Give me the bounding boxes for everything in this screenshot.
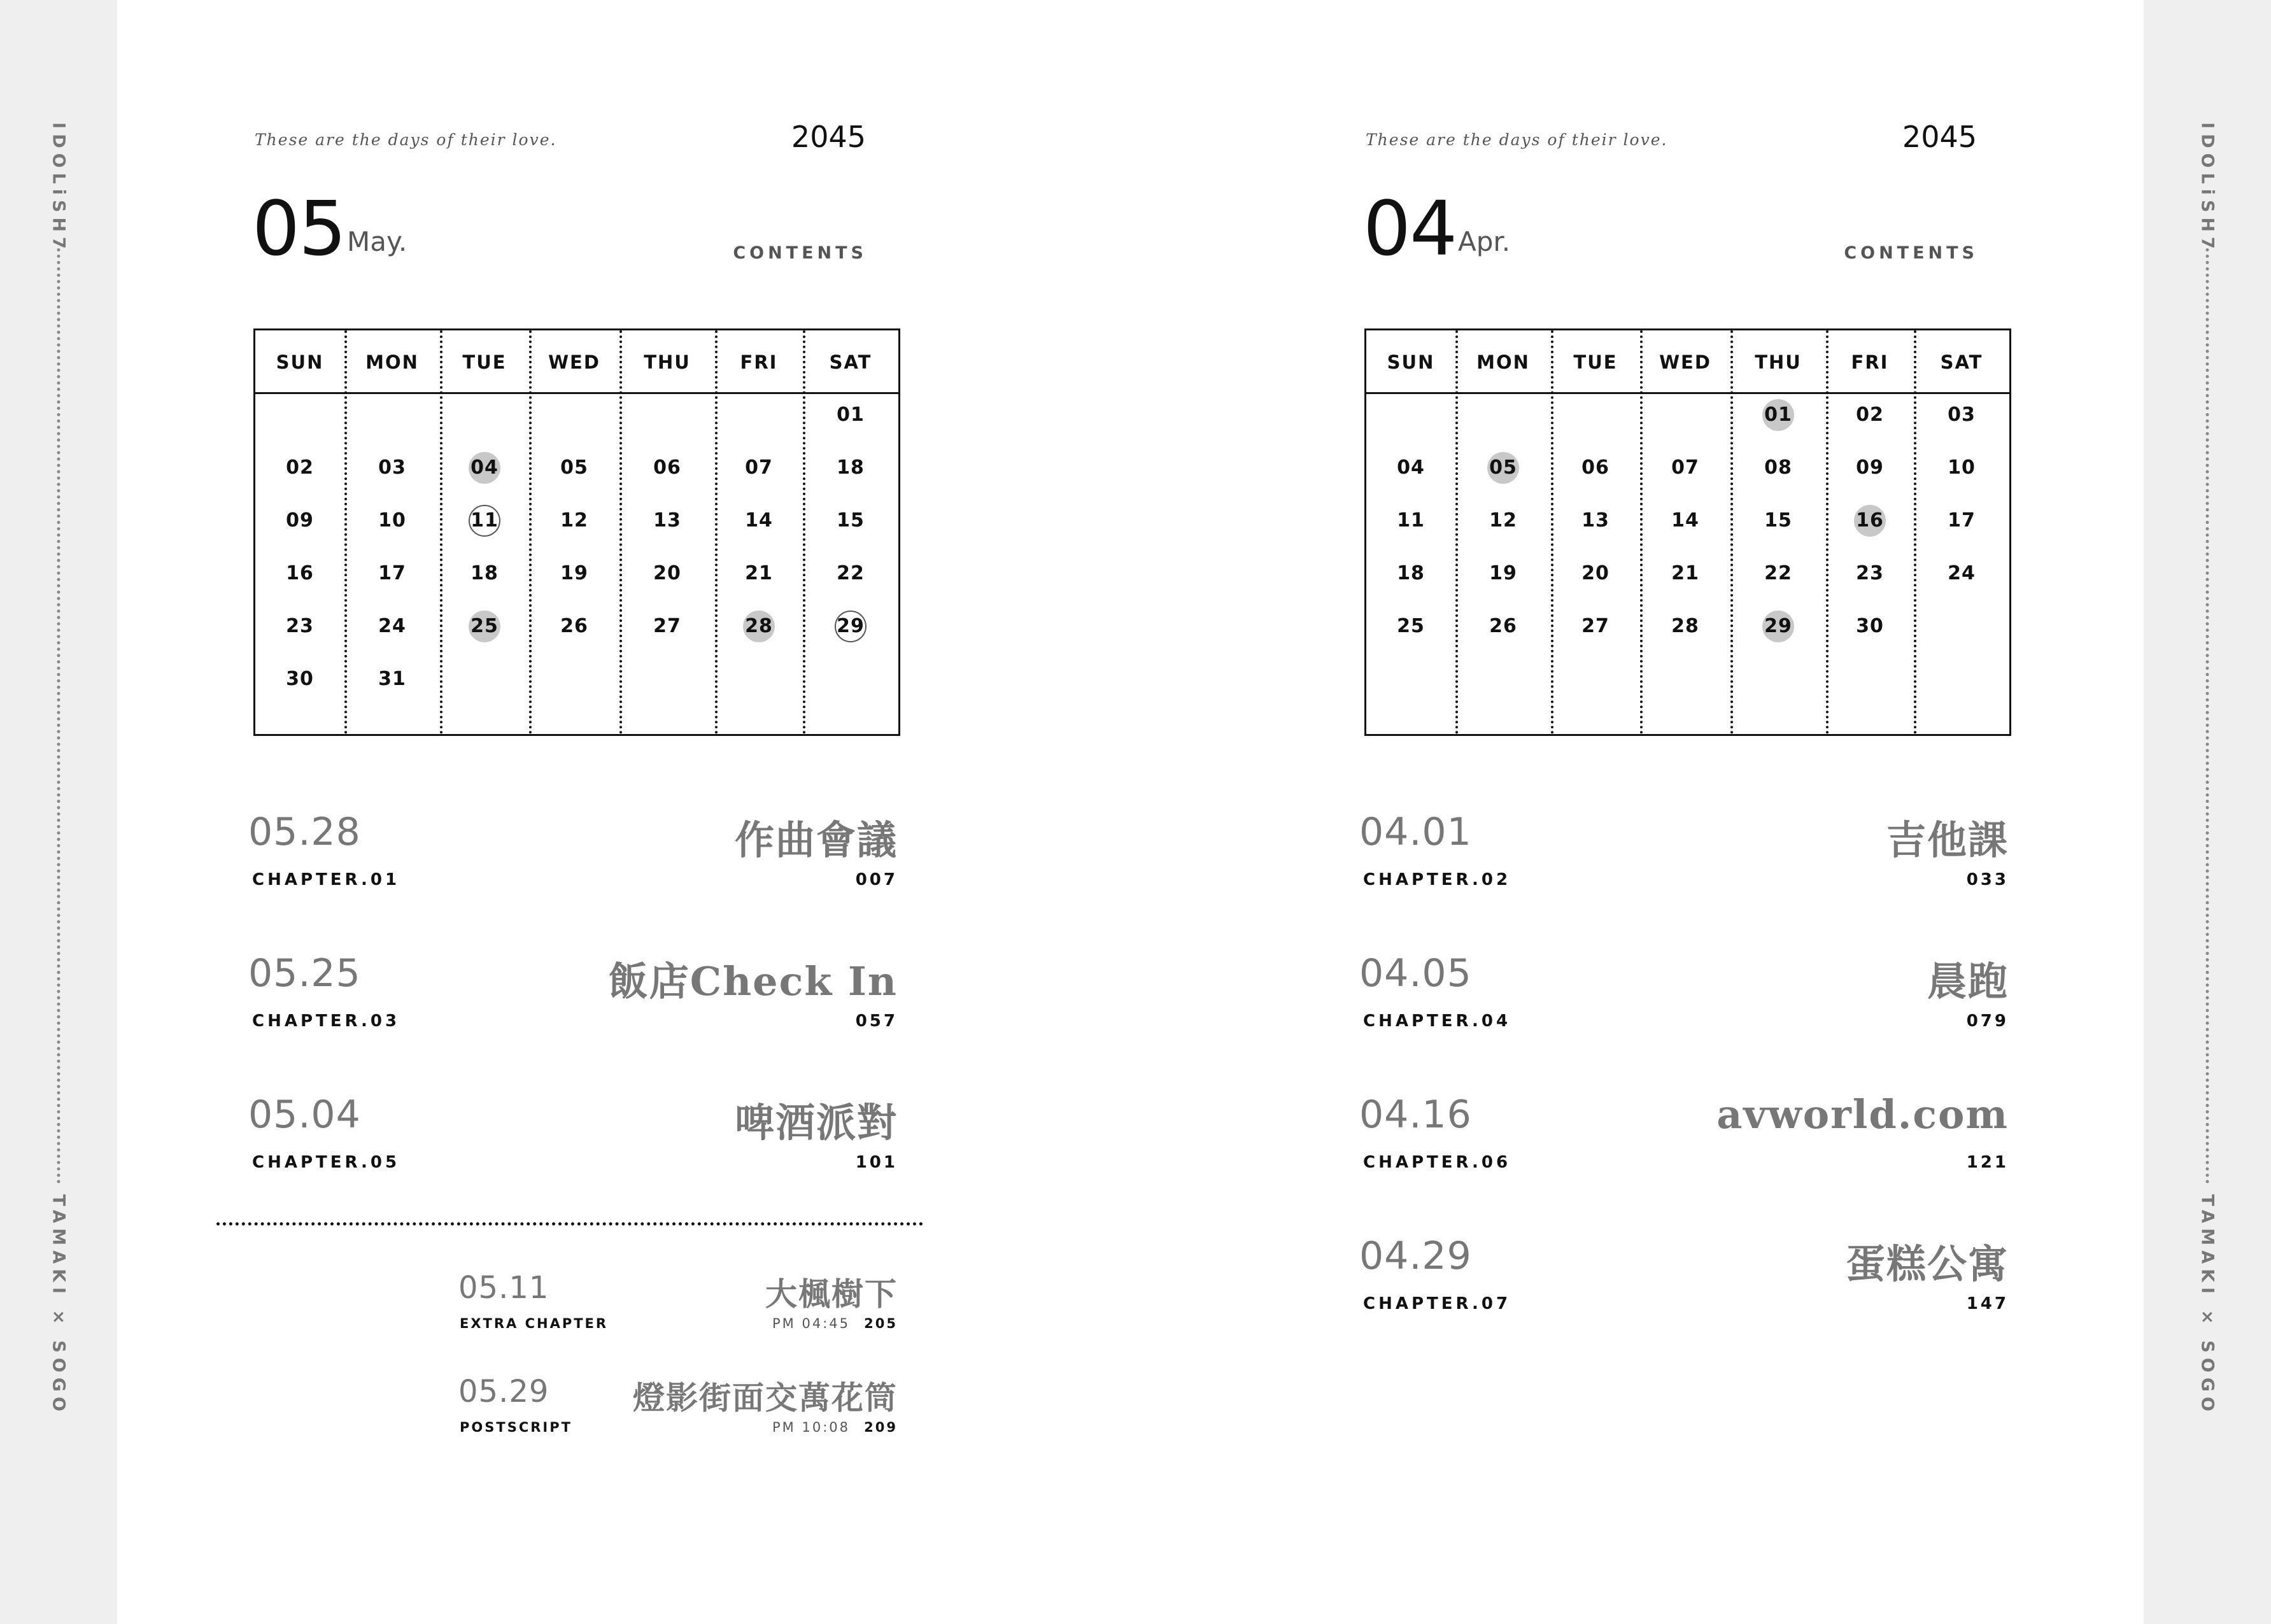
chapter-label: CHAPTER.05 <box>252 1153 400 1172</box>
calendar-date: 23 <box>286 615 314 637</box>
chapter-title: 晨跑 <box>1927 958 2009 1005</box>
calendar-day-name: MON <box>365 351 419 373</box>
extra-label: EXTRA CHAPTER <box>460 1316 609 1331</box>
chapter-label: CHAPTER.04 <box>1363 1012 1511 1031</box>
extra-title: 燈影街面交萬花筒 <box>633 1379 898 1416</box>
calendar-day-name: SUN <box>276 351 324 373</box>
calendar-day-name: TUE <box>462 351 507 373</box>
calendar-day-name: TUE <box>1573 351 1618 373</box>
calendar-date: 19 <box>1489 562 1517 584</box>
calendar-date: 12 <box>1489 509 1517 532</box>
calendar-date: 21 <box>1671 562 1699 584</box>
calendar-date: 03 <box>378 456 406 479</box>
month-name: May. <box>347 226 407 257</box>
extra-time: PM 04:45 <box>772 1316 850 1331</box>
calendar-day-name: WED <box>548 351 600 373</box>
calendar-date: 21 <box>745 562 773 584</box>
calendar-column-separator <box>344 330 347 734</box>
calendar-date: 25 <box>1397 615 1425 637</box>
calendar-day-name: FRI <box>1851 351 1889 373</box>
calendar-date: 22 <box>837 562 865 584</box>
calendar-date: 22 <box>1764 562 1792 584</box>
calendar-date: 04 <box>1397 456 1425 479</box>
calendar-date: 07 <box>1671 456 1699 479</box>
calendar-date: 05 <box>1487 452 1519 484</box>
chapter-date: 04.29 <box>1359 1234 1472 1278</box>
calendar-date: 15 <box>837 509 865 532</box>
right-spine <box>2144 0 2271 1624</box>
calendar-date: 23 <box>1856 562 1884 584</box>
calendar-date: 26 <box>560 615 588 637</box>
calendar-date: 11 <box>469 505 500 537</box>
chapter-label: CHAPTER.03 <box>252 1012 400 1031</box>
chapter-title: avworld.com <box>1716 1091 2009 1138</box>
chapter-label: CHAPTER.02 <box>1363 870 1511 889</box>
calendar-date: 08 <box>1764 456 1792 479</box>
calendar-day-name: SUN <box>1387 351 1435 373</box>
calendar-day-name: SAT <box>829 351 872 373</box>
year: 2045 <box>791 120 866 154</box>
spine-series-title: IDOLiSH7 <box>2197 122 2218 254</box>
calendar-date: 07 <box>745 456 773 479</box>
calendar-date: 12 <box>560 509 588 532</box>
chapter-date: 04.16 <box>1359 1092 1472 1137</box>
extra-title: 大楓樹下 <box>765 1275 898 1313</box>
spine-dotted-rule <box>57 248 60 1184</box>
extra-time: PM 10:08 <box>772 1420 850 1435</box>
calendar-date: 04 <box>469 452 500 484</box>
calendar-column-separator <box>1551 330 1553 734</box>
calendar-date: 30 <box>1856 615 1884 637</box>
chapter-entry[interactable] <box>248 1092 898 1194</box>
chapter-page-number: 121 <box>1966 1153 2009 1172</box>
chapter-page-number: 147 <box>1966 1294 2009 1313</box>
calendar-date: 26 <box>1489 615 1517 637</box>
calendar-date: 20 <box>653 562 681 584</box>
extra-page-number: 209 <box>864 1420 898 1435</box>
year: 2045 <box>1902 120 1977 154</box>
calendar-date: 02 <box>286 456 314 479</box>
calendar-date: 18 <box>837 456 865 479</box>
extra-date: 05.29 <box>458 1374 549 1409</box>
calendar-column-separator <box>1455 330 1458 734</box>
spine-dotted-rule <box>2206 248 2209 1184</box>
calendar-date: 24 <box>1948 562 1976 584</box>
chapter-label: CHAPTER.07 <box>1363 1294 1511 1313</box>
calendar-date: 16 <box>286 562 314 584</box>
calendar-day-name: THU <box>1755 351 1802 373</box>
calendar-column-separator <box>440 330 442 734</box>
chapter-page-number: 079 <box>1966 1012 2009 1031</box>
chapter-page-number: 101 <box>855 1153 898 1172</box>
calendar-day-name: WED <box>1659 351 1711 373</box>
calendar-column-separator <box>1914 330 1916 734</box>
chapter-title: 飯店Check In <box>608 958 898 1005</box>
chapter-entry[interactable] <box>248 951 898 1053</box>
spine-series-title: IDOLiSH7 <box>48 122 69 254</box>
calendar-date: 18 <box>470 562 499 584</box>
chapter-date: 05.04 <box>248 1092 361 1137</box>
calendar-date: 15 <box>1764 509 1792 532</box>
calendar-date: 24 <box>378 615 406 637</box>
chapter-title: 作曲會議 <box>734 817 898 863</box>
chapter-title: 啤酒派對 <box>734 1099 898 1146</box>
chapter-entry[interactable] <box>1359 1092 2009 1194</box>
calendar-date: 19 <box>560 562 588 584</box>
chapter-label: CHAPTER.01 <box>252 870 400 889</box>
extra-label: POSTSCRIPT <box>460 1420 572 1435</box>
chapter-label: CHAPTER.06 <box>1363 1153 1511 1172</box>
calendar-date: 29 <box>835 611 867 642</box>
calendar-date: 17 <box>1948 509 1976 532</box>
spine-pairing: TAMAKI × SOGO <box>2197 1194 2218 1416</box>
calendar-date: 28 <box>743 611 775 642</box>
contents-label: CONTENTS <box>733 243 867 263</box>
calendar-date: 16 <box>1854 505 1886 537</box>
calendar-date: 13 <box>653 509 681 532</box>
calendar-date: 06 <box>1581 456 1610 479</box>
calendar-date: 01 <box>837 404 865 426</box>
month-number: 05 <box>252 185 346 272</box>
contents-page-april <box>1359 0 2060 1624</box>
calendar-date: 10 <box>378 509 406 532</box>
month-number: 04 <box>1363 185 1457 272</box>
calendar-column-separator <box>715 330 718 734</box>
chapter-date: 04.01 <box>1359 810 1472 854</box>
calendar-day-name: FRI <box>740 351 778 373</box>
chapter-entry[interactable] <box>1359 1234 2009 1336</box>
calendar-date: 01 <box>1762 399 1794 431</box>
extra-page-number: 205 <box>864 1316 898 1331</box>
calendar-date: 02 <box>1856 404 1884 426</box>
calendar-column-separator <box>529 330 532 734</box>
calendar-date: 28 <box>1671 615 1699 637</box>
spine-pairing: TAMAKI × SOGO <box>48 1194 69 1416</box>
chapter-page-number: 033 <box>1966 870 2009 889</box>
extra-date: 05.11 <box>458 1270 549 1306</box>
calendar-date: 13 <box>1581 509 1610 532</box>
calendar-date: 29 <box>1762 611 1794 642</box>
chapter-entry[interactable] <box>1359 810 2009 912</box>
chapter-date: 04.05 <box>1359 951 1472 996</box>
chapter-title: 吉他課 <box>1886 817 2009 863</box>
left-spine <box>0 0 117 1624</box>
calendar-header <box>255 330 898 394</box>
calendar-date: 14 <box>1671 509 1699 532</box>
section-divider <box>216 1222 923 1225</box>
calendar-date: 10 <box>1948 456 1976 479</box>
chapter-title: 蛋糕公寓 <box>1845 1241 2009 1287</box>
calendar-april <box>1364 328 2011 736</box>
calendar-date: 03 <box>1948 404 1976 426</box>
chapter-page-number: 007 <box>855 870 898 889</box>
calendar-date: 25 <box>469 611 500 642</box>
calendar-date: 09 <box>286 509 314 532</box>
calendar-day-name: THU <box>644 351 691 373</box>
calendar-column-separator <box>1640 330 1643 734</box>
calendar-column-separator <box>1826 330 1829 734</box>
tagline: These are the days of their love. <box>1366 131 1668 149</box>
calendar-day-name: SAT <box>1940 351 1983 373</box>
calendar-date: 30 <box>286 668 314 690</box>
tagline: These are the days of their love. <box>255 131 557 149</box>
chapter-date: 05.25 <box>248 951 361 996</box>
calendar-date: 27 <box>653 615 681 637</box>
calendar-column-separator <box>1730 330 1733 734</box>
chapter-entry[interactable] <box>248 810 898 912</box>
calendar-date: 11 <box>1397 509 1425 532</box>
calendar-date: 27 <box>1581 615 1610 637</box>
calendar-may <box>253 328 900 736</box>
calendar-column-separator <box>619 330 622 734</box>
calendar-date: 09 <box>1856 456 1884 479</box>
calendar-date: 05 <box>560 456 588 479</box>
extra-entry[interactable] <box>458 1374 898 1457</box>
calendar-date: 31 <box>378 668 406 690</box>
calendar-date: 14 <box>745 509 773 532</box>
contents-page-may <box>248 0 949 1624</box>
calendar-header <box>1366 330 2009 394</box>
calendar-date: 06 <box>653 456 681 479</box>
contents-label: CONTENTS <box>1844 243 1978 263</box>
calendar-date: 18 <box>1397 562 1425 584</box>
chapter-page-number: 057 <box>855 1012 898 1031</box>
month-name: Apr. <box>1458 226 1511 257</box>
calendar-column-separator <box>803 330 805 734</box>
calendar-date: 20 <box>1581 562 1610 584</box>
calendar-day-name: MON <box>1476 351 1530 373</box>
chapter-date: 05.28 <box>248 810 361 854</box>
chapter-entry[interactable] <box>1359 951 2009 1053</box>
extra-entry[interactable] <box>458 1270 898 1353</box>
calendar-date: 17 <box>378 562 406 584</box>
